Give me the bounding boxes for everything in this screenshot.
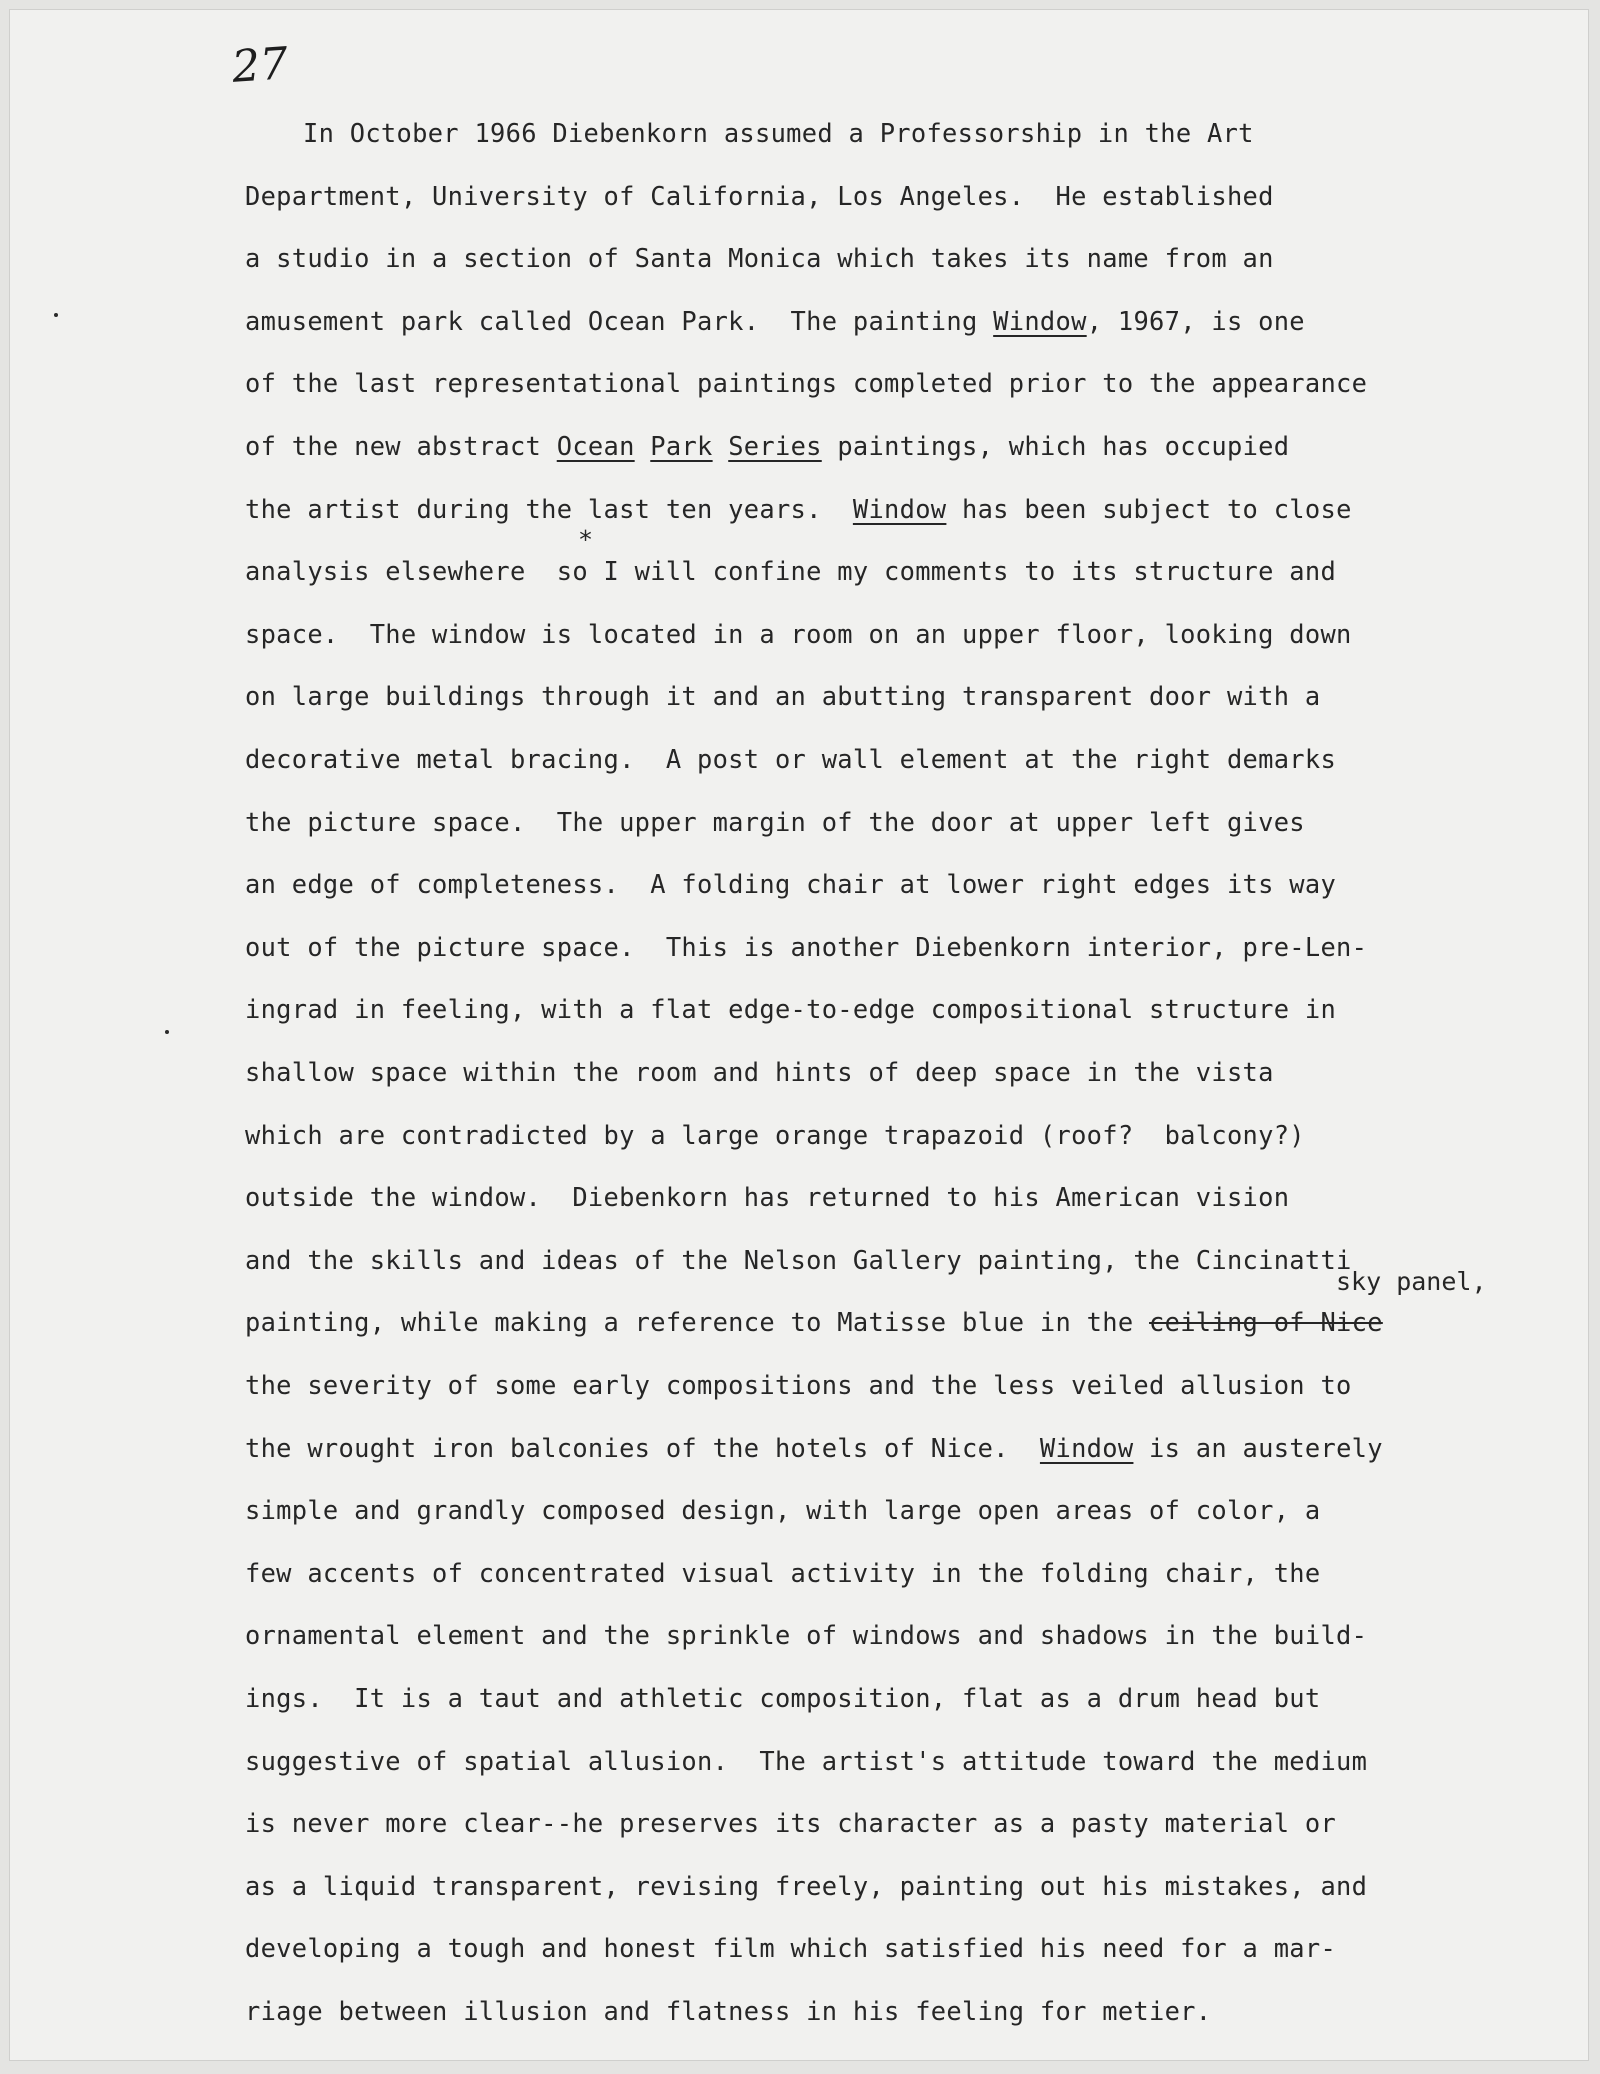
text-run: outside the window. Diebenkorn has returned to his American vision [245, 1182, 1290, 1213]
text-line [245, 556, 1336, 586]
text-run: ornamental element and the sprinkle of windows and shadows in the build- [245, 1620, 1368, 1651]
text-line [245, 306, 1305, 336]
text-run: riage between illusion and flatness in his feeling for metier. [245, 1996, 1212, 2026]
text-run: of the new abstract [245, 431, 557, 461]
footnote-asterisk: * [578, 525, 594, 554]
struck-text: ceiling of Nice [1149, 1307, 1383, 1338]
page-number: 27 [230, 38, 290, 93]
text-run: shallow space within the room and hints of deep space in the vista [245, 1057, 1274, 1087]
text-line [245, 1558, 1320, 1588]
text-run: an edge of completeness. A folding chair at lower right edges its way [245, 869, 1337, 900]
text-run: on large buildings through it and an abutting transparent door with a [245, 681, 1321, 712]
text-run: the severity of some early compositions and the less veiled allusion to [245, 1370, 1352, 1400]
text-line [245, 243, 1274, 273]
text-line [245, 1871, 1367, 1901]
text-line [245, 869, 1336, 899]
text-line [245, 932, 1367, 962]
text-run: is an austerely [1133, 1432, 1383, 1463]
text-line [245, 1433, 1383, 1463]
typed-manuscript-page [10, 10, 1588, 2060]
text-run: Department, University of California, Los Angeles. He established [245, 180, 1274, 211]
text-line [245, 1808, 1336, 1838]
text-run: ingrad in feeling, with a flat edge-to-edge compositional structure in [245, 994, 1337, 1025]
text-run: has been subject to close [946, 493, 1352, 524]
text-run: painting, while making a reference to Matisse blue in the [245, 1307, 1150, 1338]
text-run: a studio in a section of Santa Monica which takes its name from an [245, 243, 1274, 274]
text-line [245, 744, 1336, 774]
text-line [303, 118, 1254, 148]
text-line [245, 431, 1289, 461]
text-line [245, 1746, 1367, 1776]
underlined-title: Ocean [556, 431, 635, 461]
text-run: space. The window is located in a room on an upper floor, looking down [245, 618, 1352, 649]
text-line [245, 181, 1274, 211]
text-line [245, 1370, 1352, 1400]
text-line [245, 1620, 1367, 1650]
text-run: is never more clear--he preserves its character as a pasty material or [245, 1808, 1337, 1839]
text-run: analysis elsewhere so I will confine my comments to its structure and [245, 556, 1337, 587]
text-line [245, 1683, 1320, 1713]
text-run: and the skills and ideas of the Nelson Gallery painting, the Cincinatti [245, 1244, 1352, 1275]
text-run: ings. It is a taut and athletic composition, flat as a drum head but [245, 1683, 1321, 1713]
text-line [245, 1245, 1352, 1275]
text-run: In October 1966 Diebenkorn assumed a Professorship in the Art [303, 118, 1254, 148]
underlined-title: Series [728, 431, 822, 461]
handwritten-insertion: sky panel, [1336, 1267, 1487, 1296]
text-line [245, 681, 1320, 711]
text-run: out of the picture space. This is another Diebenkorn interior, pre-Len- [245, 931, 1368, 962]
text-line [245, 1182, 1289, 1212]
text-run: the picture space. The upper margin of the door at upper left gives [245, 806, 1305, 837]
paper-speck [54, 313, 58, 317]
text-run: the artist during the last ten years. [245, 493, 853, 524]
text-run: paintings, which has occupied [821, 431, 1290, 461]
text-run [635, 431, 651, 461]
underlined-title: Window [852, 493, 947, 524]
text-line [245, 1933, 1336, 1963]
text-line [245, 1307, 1383, 1337]
paper-speck [165, 1030, 169, 1034]
text-run: which are contradicted by a large orange trapazoid (roof? balcony?) [245, 1119, 1305, 1150]
text-run: the wrought iron balconies of the hotels of Nice. [245, 1432, 1040, 1463]
underlined-title: Park [650, 431, 713, 461]
text-run: as a liquid transparent, revising freely, painting out his mistakes, and [245, 1870, 1368, 1901]
text-line [245, 1495, 1320, 1525]
text-run: developing a tough and honest film which satisfied his need for a mar- [245, 1933, 1337, 1964]
text-run: simple and grandly composed design, with large open areas of color, a [245, 1495, 1321, 1526]
text-run [713, 431, 729, 461]
text-run: amusement park called Ocean Park. The painting [245, 305, 994, 336]
text-line [245, 368, 1367, 398]
text-run: few accents of concentrated visual activity in the folding chair, the [245, 1557, 1321, 1588]
text-run: suggestive of spatial allusion. The artist's attitude toward the medium [245, 1745, 1368, 1776]
underlined-title: Window [993, 305, 1087, 336]
text-run: , 1967, is one [1086, 305, 1305, 336]
text-line [245, 619, 1352, 649]
underlined-title: Window [1039, 1432, 1134, 1463]
text-line [245, 494, 1352, 524]
text-run: decorative metal bracing. A post or wall element at the right demarks [245, 744, 1337, 774]
text-run: of the last representational paintings completed prior to the appearance [245, 368, 1368, 399]
text-line [245, 1057, 1274, 1087]
text-line [245, 1120, 1305, 1150]
text-line [245, 807, 1305, 837]
text-line [245, 1996, 1211, 2026]
text-line [245, 994, 1336, 1024]
